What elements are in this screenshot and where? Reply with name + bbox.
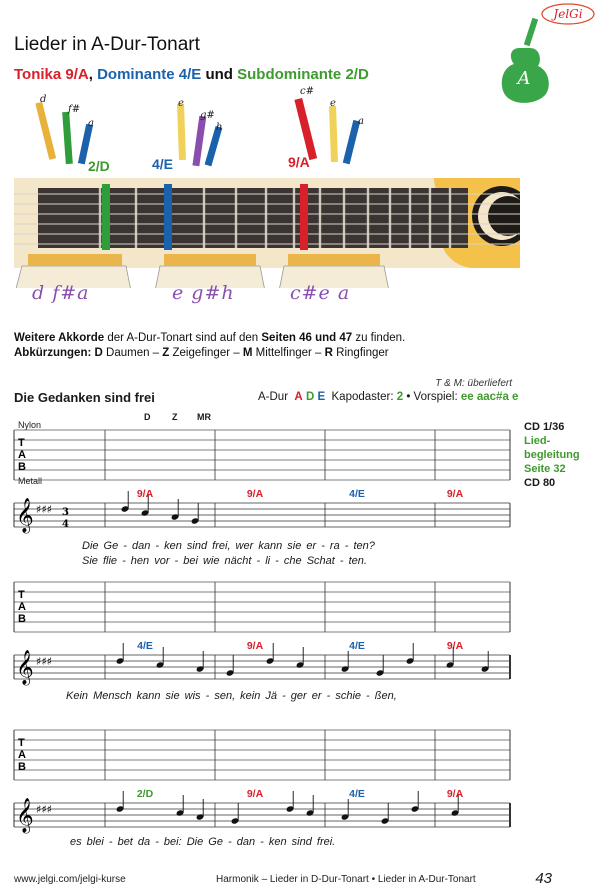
- time-signature: 3: [62, 507, 69, 518]
- note-e2-letter: e: [330, 98, 336, 109]
- info-line-1: Weitere Akkorde der A-Dur-Tonart sind auf den Seiten 46 und 47 zu finden.: [14, 332, 406, 344]
- chord-label-2d: 2/D: [88, 158, 110, 174]
- tab-clef-letter: T: [18, 737, 25, 749]
- chord-subtitle: Tonika 9/A, Dominante 4/E und Subdominante 2/D: [14, 66, 369, 83]
- info-line-2: Abkürzungen: D Daumen – Z Zeigefinger – M Mittelfinger – R Ringfinger: [14, 347, 389, 359]
- tab-clef-letter: A: [18, 749, 26, 761]
- chime-box-text-2d: d f#a: [32, 282, 90, 304]
- chord-tag: 9/A: [246, 788, 264, 800]
- song-key-line: A-Dur A D E Kapodaster: 2 • Vorspiel: ee aac#a e: [258, 391, 519, 403]
- instrument-metall: Metall: [18, 476, 43, 486]
- tab-clef-letter: A: [18, 601, 26, 613]
- key-signature: ♯♯♯: [36, 503, 52, 516]
- chord-tag: 9/A: [446, 488, 464, 500]
- tab-clef-letter: B: [18, 461, 26, 473]
- logo-text: JelGi: [553, 7, 583, 21]
- tonika-label: Tonika 9/A: [14, 66, 89, 83]
- key-signature: ♯♯♯: [36, 655, 52, 668]
- chord-tag: 4/E: [349, 788, 365, 800]
- chord-tag: 4/E: [137, 640, 153, 652]
- chord-label-4e: 4/E: [152, 156, 174, 172]
- chord-tag: 9/A: [136, 488, 154, 500]
- cd-info: CD 1/36 Lied- begleitung Seite 32 CD 80: [524, 421, 580, 489]
- tab-clef-letter: B: [18, 761, 26, 773]
- chime-box-text-4e: e g#h: [172, 282, 235, 304]
- note-a2-letter: a: [358, 116, 364, 127]
- tab-clef-letter: T: [18, 589, 25, 601]
- finger-mr: MR: [197, 412, 211, 422]
- chord-label-9a: 9/A: [288, 154, 310, 170]
- note-fsharp-letter: f#: [68, 104, 81, 115]
- footer-url[interactable]: www.jelgi.com/jelgi-kurse: [14, 874, 126, 885]
- note-e-letter: e: [178, 98, 184, 109]
- subdominante-label: Subdominante 2/D: [237, 66, 369, 83]
- song-title: Die Gedanken sind frei: [14, 390, 155, 405]
- chord-tag: 9/A: [246, 488, 264, 500]
- footer-breadcrumb: Harmonik – Lieder in D-Dur-Tonart • Lieder in A-Dur-Tonart: [216, 874, 476, 885]
- badge-letter: A: [517, 68, 531, 89]
- treble-clef: 𝄞: [16, 498, 34, 533]
- note-csharp-letter: c#: [300, 86, 314, 97]
- note-gsharp-letter: g#: [200, 110, 215, 121]
- chord-tag: 2/D: [136, 788, 154, 800]
- page-title: Lieder in A-Dur-Tonart: [14, 34, 200, 55]
- lyrics-row-1a: Die Ge - dan - ken sind frei, wer kann sie er - ra - ten?: [82, 540, 375, 552]
- chord-tag: 4/E: [349, 488, 365, 500]
- song-credit: T & M: überliefert: [435, 378, 512, 389]
- time-signature: 4: [62, 519, 69, 530]
- instrument-nylon: Nylon: [18, 420, 42, 430]
- lyrics-row-1b: Sie flie - hen vor - bei wie nächt - li - che Schat - ten.: [82, 555, 367, 567]
- treble-clef: 𝄞: [16, 798, 34, 833]
- note-a-letter: a: [88, 118, 94, 129]
- lyrics-row-3: es blei - bet da - bei: Die Ge - dan - ken sind frei.: [70, 836, 336, 848]
- note-d-letter: d: [40, 94, 47, 105]
- chord-tag: 9/A: [446, 788, 464, 800]
- tab-clef-letter: B: [18, 613, 26, 625]
- key-signature: ♯♯♯: [36, 803, 52, 816]
- note-h-letter: h: [216, 122, 223, 133]
- dominante-label: Dominante 4/E: [97, 66, 202, 83]
- lyrics-row-2: Kein Mensch kann sie wis - sen, kein Jä - ger er - schie - ßen,: [66, 690, 397, 702]
- chime-box-text-9a: c#e a: [290, 282, 351, 304]
- finger-z: Z: [172, 412, 178, 422]
- chord-tag: 9/A: [446, 640, 464, 652]
- chord-tag: 4/E: [349, 640, 365, 652]
- tab-clef-letter: T: [18, 437, 25, 449]
- finger-d: D: [144, 412, 151, 422]
- page-number: 43: [535, 870, 552, 887]
- chord-tag: 9/A: [246, 640, 264, 652]
- treble-clef: 𝄞: [16, 650, 34, 685]
- tab-clef-letter: A: [18, 449, 26, 461]
